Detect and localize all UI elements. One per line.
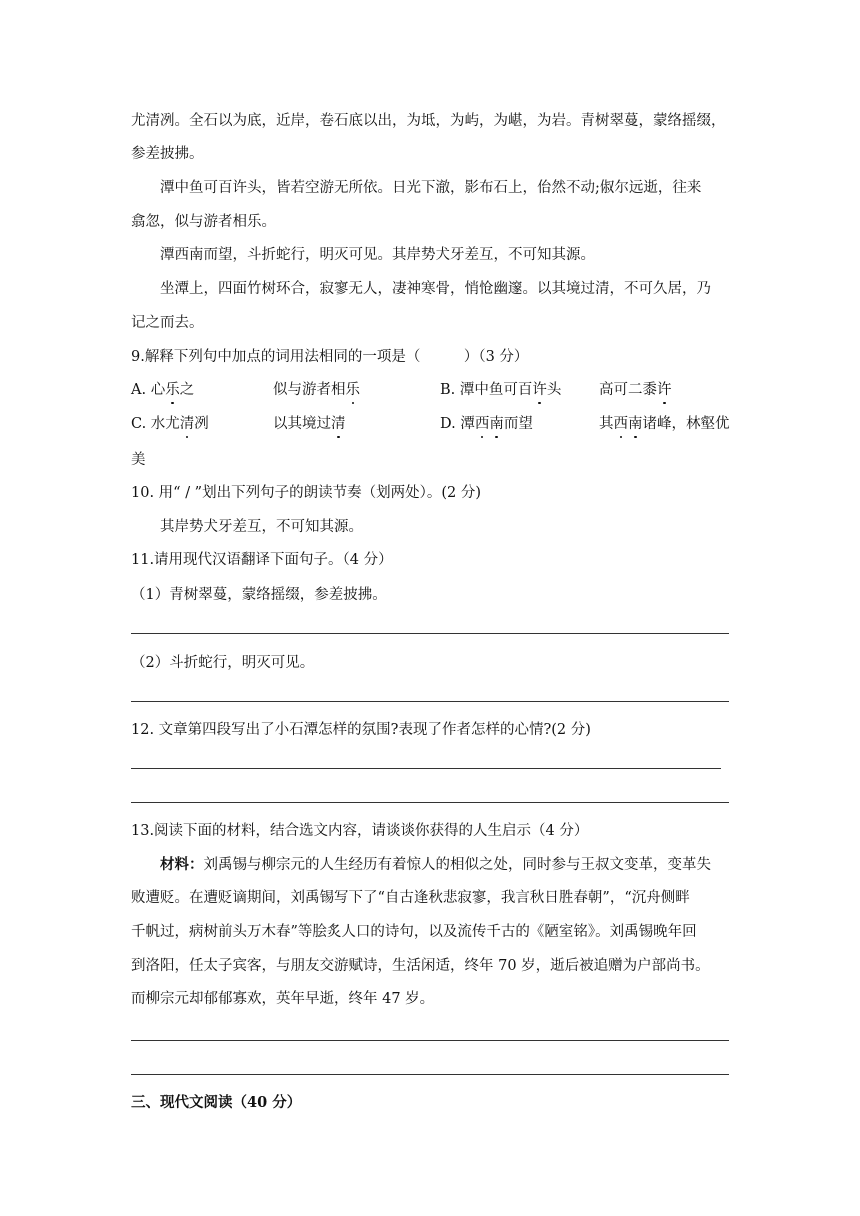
answer-line[interactable]: [131, 802, 729, 803]
dotted-char: 清: [331, 416, 346, 432]
passage-line-6: 坐潭上，四面竹树环合，寂寥无人，凄神寒骨，悄怆幽邃。以其境过清，不可久居，乃: [160, 281, 711, 297]
q9-option-b-pair: 高可二黍许: [599, 382, 672, 398]
dotted-char: 南: [628, 416, 643, 432]
answer-line[interactable]: [131, 1040, 729, 1041]
passage-line-5: 潭西南而望，斗折蛇行，明灭可见。其岸势犬牙差互，不可知其源。: [160, 247, 595, 263]
q12-stem: 12. 文章第四段写出了小石潭怎样的氛围?表现了作者怎样的心情?(2 分): [131, 722, 591, 738]
option-label: D.: [440, 416, 461, 432]
answer-line[interactable]: [131, 633, 729, 634]
q9-option-b: B. 潭中鱼可百许头: [440, 382, 562, 398]
option-label: C.: [131, 416, 151, 432]
passage-line-3: 潭中鱼可百许头，皆若空游无所依。日光下澈，影布石上，佁然不动;俶尔远逝，往来: [160, 180, 702, 196]
q9-option-a-pair: 似与游者相乐: [273, 382, 360, 398]
dotted-char: 许: [657, 382, 672, 398]
q13-stem: 13.阅读下面的材料，结合选文内容，请谈谈你获得的人生启示（4 分）: [131, 823, 589, 839]
answer-line[interactable]: [131, 1074, 729, 1075]
dotted-char: 乐: [165, 382, 180, 398]
section-title: 三、现代文阅读（40 分）: [131, 1094, 302, 1111]
q9-option-d-pair: 其西南诸峰，林壑优: [599, 416, 730, 432]
q11-stem: 11.请用现代汉语翻译下面句子。（4 分）: [131, 552, 393, 568]
passage-line-2: 参差披拂。: [131, 146, 204, 162]
dotted-char: 西: [474, 416, 490, 432]
q9-option-c: C. 水尤清冽: [131, 416, 209, 432]
passage-line-4: 翕忽，似与游者相乐。: [131, 214, 276, 230]
dotted-char: 南: [489, 416, 504, 432]
q11-item-2: （2）斗折蛇行，明灭可见。: [131, 655, 315, 671]
q13-material-line-5: 而柳宗元却郁郁寡欢，英年早逝，终年 47 岁。: [131, 991, 435, 1007]
dotted-char: 乐: [345, 382, 360, 398]
q10-stem: 10. 用“ / ”划出下列句子的朗读节奏（划两处）。(2 分): [131, 485, 481, 501]
q13-material-line-2: 败遭贬。在遭贬谪期间，刘禹锡写下了“自古逢秋悲寂寥，我言秋日胜春朝”，“沉舟侧畔: [131, 890, 690, 906]
q13-material-line-4: 到洛阳，任太子宾客，与朋友交游赋诗，生活闲适，终年 70 岁，逝后被追赠为户部尚书。: [131, 958, 710, 974]
passage-line-7: 记之而去。: [131, 315, 204, 331]
answer-line[interactable]: [131, 768, 721, 769]
dotted-char: 西: [613, 416, 628, 432]
answer-line[interactable]: [131, 701, 729, 702]
q9-option-d: D. 潭西南而望: [440, 416, 533, 432]
q11-item-1: （1）青树翠蔓，蒙络摇缀，参差披拂。: [131, 587, 387, 603]
q13-material-line-3: 千帆过，病树前头万木春”等脍炙人口的诗句，以及流传千古的《陋室铭》。刘禹锡晚年回: [131, 924, 697, 940]
q9-stem: 9.解释下列句中加点的词用法相同的一项是（ ）（3 分）: [131, 349, 529, 365]
q9-option-a: A. 心乐之: [131, 382, 195, 398]
q13-material-line-1: 材料：刘禹锡与柳宗元的人生经历有着惊人的相似之处，同时参与王叔文变革，变革失: [160, 856, 711, 873]
dotted-char: 许: [532, 382, 547, 398]
passage-line-1: 尤清冽。全石以为底，近岸，卷石底以出，为坻，为屿，为嵁，为岩。青树翠蔓，蒙络摇缀，: [131, 113, 726, 129]
q9-option-c-pair: 以其境过清: [273, 416, 346, 432]
option-label: B.: [440, 382, 460, 398]
material-label: 材料：: [160, 856, 204, 873]
option-label: A.: [131, 382, 151, 398]
dotted-char: 清: [179, 416, 195, 432]
q10-sentence: 其岸势犬牙差互，不可知其源。: [160, 519, 363, 535]
q9-option-d-wrap: 美: [131, 452, 146, 468]
